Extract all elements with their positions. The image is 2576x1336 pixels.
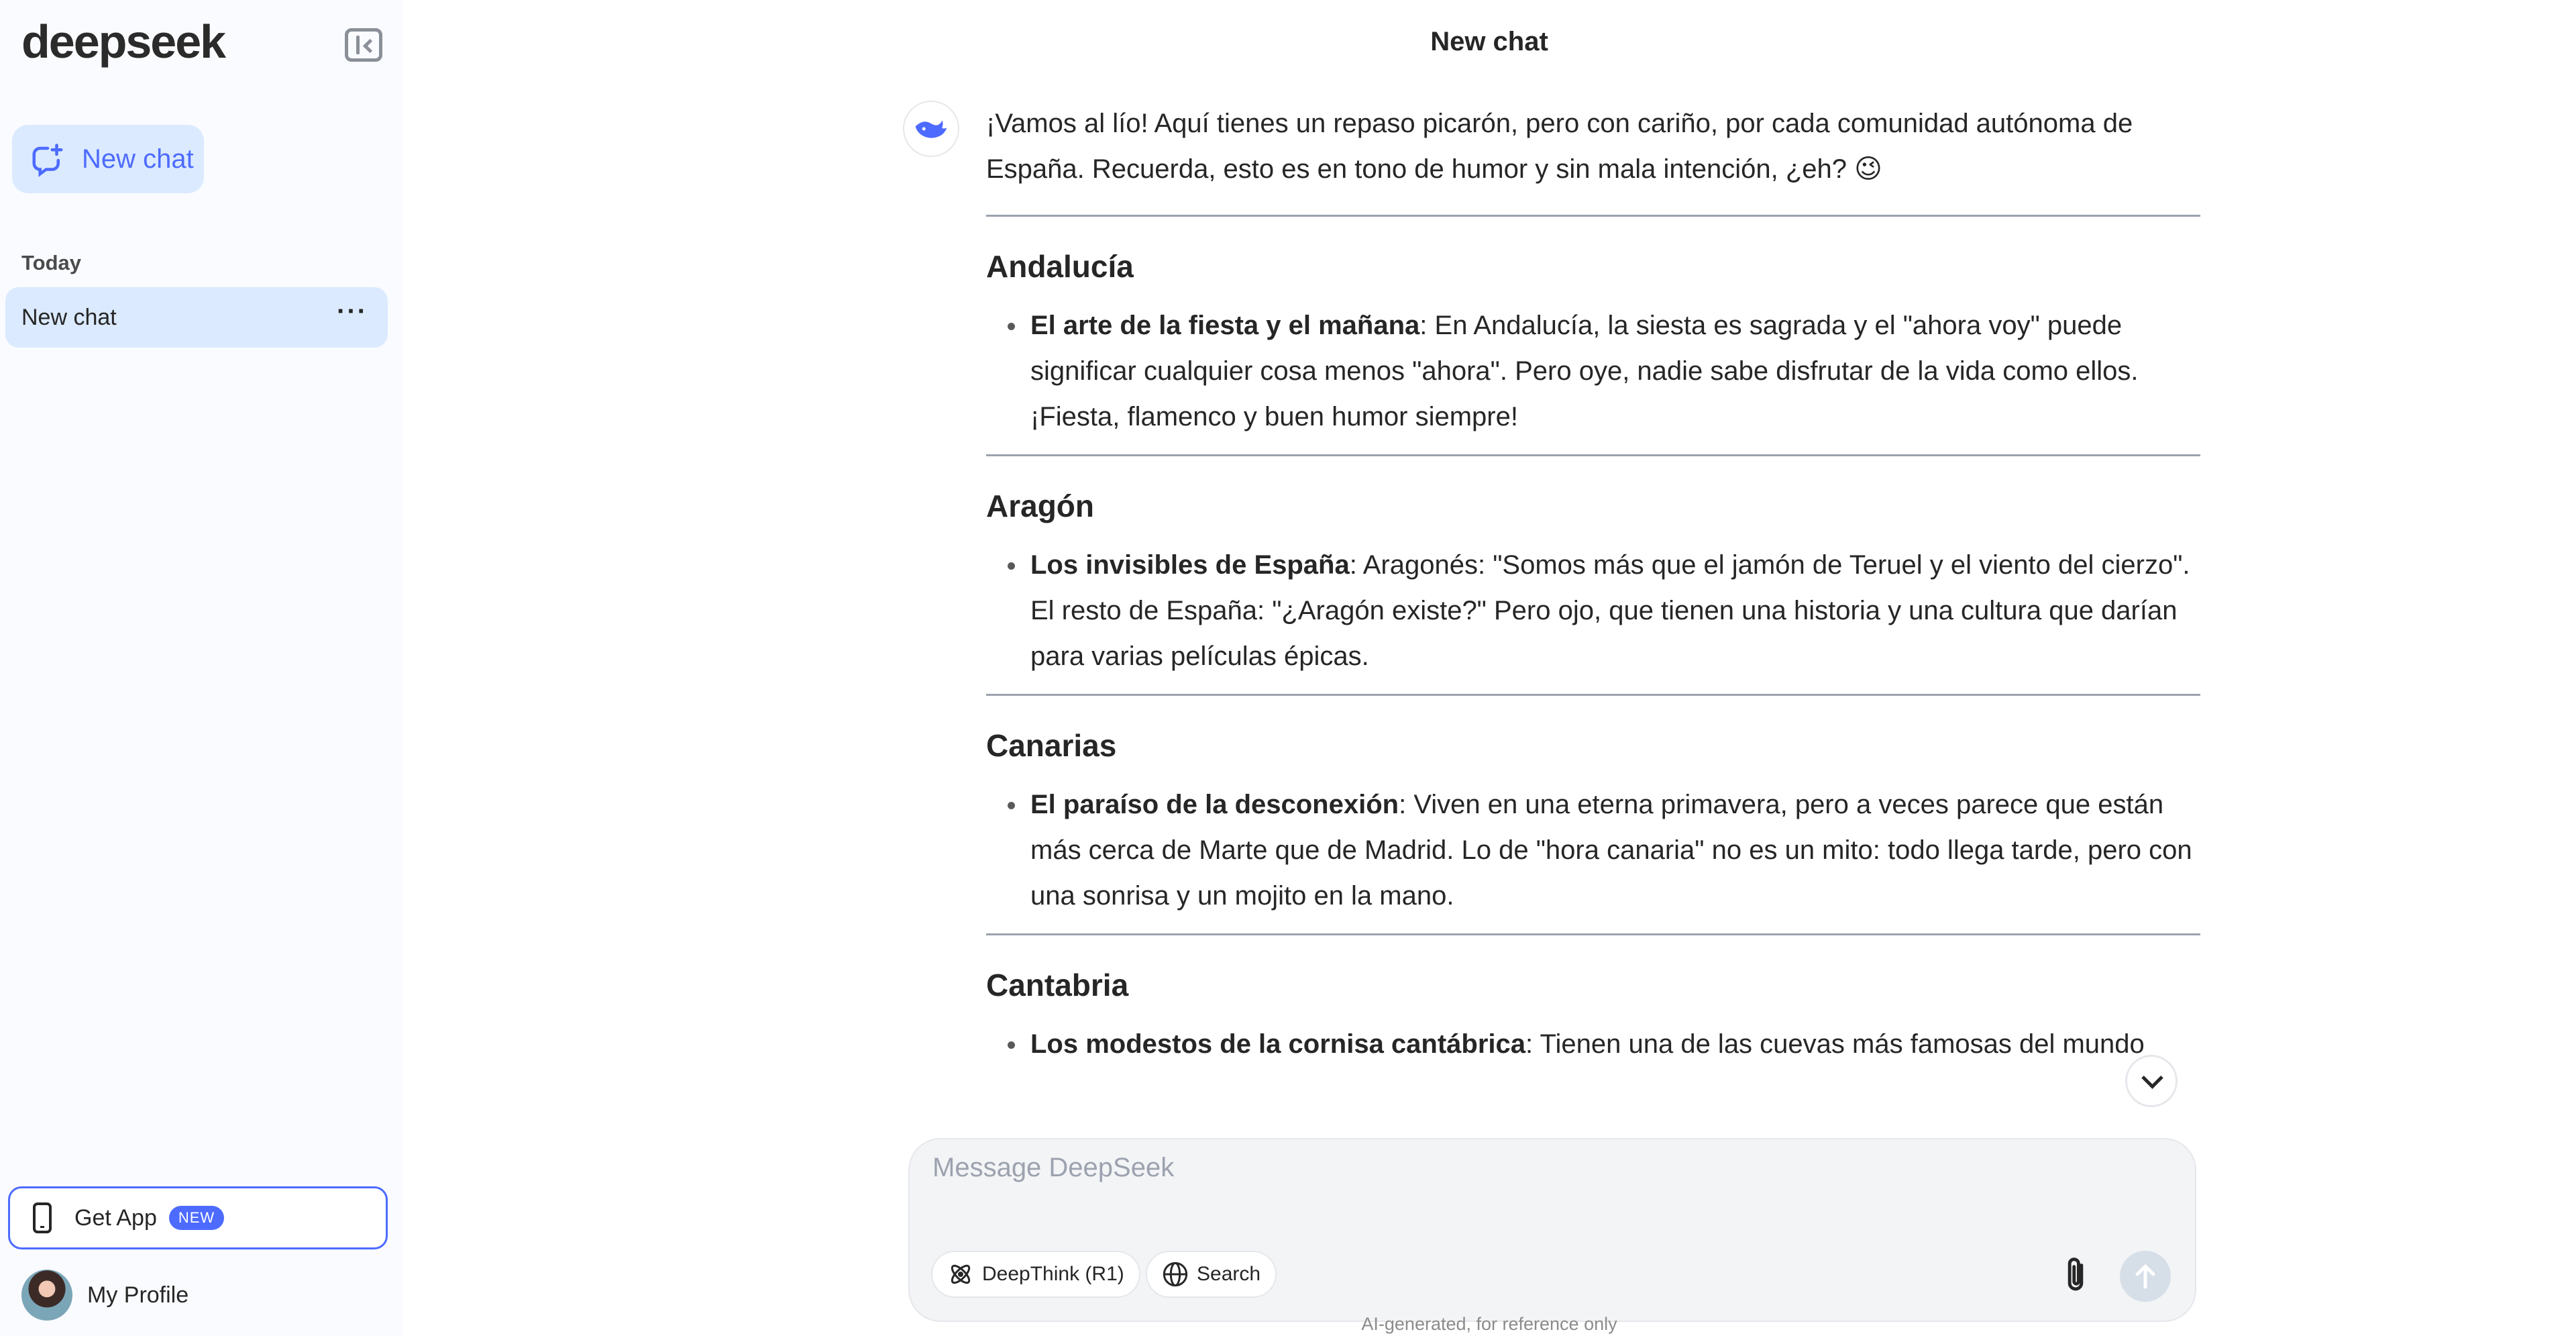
new-chat-button[interactable] xyxy=(12,125,204,193)
search-toggle-button[interactable] xyxy=(1146,1251,1277,1298)
deepthink-label: DeepThink (R1) xyxy=(982,1263,1124,1285)
bullet-list xyxy=(986,542,2200,679)
chat-item-title: New chat xyxy=(21,304,117,330)
list-item xyxy=(1030,782,2200,919)
paperclip-icon[interactable] xyxy=(2057,1255,2094,1296)
bullet-text: : En Andalucía, la siesta es sagrada y el "ahora voy" puede significar cualquier cosa menos "ahora". Pero oye, nadie sabe disfrutar de la vida como ellos. ¡Fiesta, flamenco y buen humor siempre! xyxy=(1030,311,2139,431)
bullet-bold: Los invisibles de España xyxy=(1030,550,1350,580)
bullet-text: : Aragonés: "Somos más que el jamón de Teruel y el viento del cierzo". El resto de España: "¿Aragón existe?" Pero ojo, que tienen una historia y una cultura que darían para varias películas épicas. xyxy=(1030,550,2190,671)
new-chat-icon xyxy=(30,142,66,176)
list-item xyxy=(1030,542,2200,679)
divider xyxy=(986,694,2200,696)
bullet-list xyxy=(986,782,2200,919)
section-heading: Aragón xyxy=(986,489,1094,523)
deepseek-logo[interactable]: deepseek xyxy=(21,15,225,68)
deepthink-toggle-button[interactable] xyxy=(931,1251,1140,1298)
divider xyxy=(986,454,2200,456)
list-item xyxy=(1030,303,2200,440)
more-options-icon[interactable]: ··· xyxy=(337,297,368,326)
section-label-today: Today xyxy=(21,251,81,274)
bullet-bold: El paraíso de la desconexión xyxy=(1030,790,1399,819)
get-app-button[interactable] xyxy=(8,1186,388,1249)
get-app-label: Get App xyxy=(74,1204,157,1231)
section-heading: Canarias xyxy=(986,728,1117,763)
list-item xyxy=(1030,1021,2200,1067)
new-badge: NEW xyxy=(169,1206,224,1230)
globe-icon xyxy=(1162,1261,1189,1288)
profile-label: My Profile xyxy=(87,1282,189,1308)
send-button[interactable] xyxy=(2120,1251,2171,1302)
scroll-to-bottom-chevron-down-icon[interactable] xyxy=(2125,1055,2178,1107)
message-input[interactable] xyxy=(932,1153,2167,1220)
bullet-bold: El arte de la fiesta y el mañana xyxy=(1030,311,1420,340)
divider xyxy=(986,215,2200,217)
bullet-bold: Los modestos de la cornisa cantábrica xyxy=(1030,1029,1526,1059)
collapse-sidebar-icon[interactable] xyxy=(345,28,382,62)
section-heading: Andalucía xyxy=(986,249,1134,284)
divider xyxy=(986,933,2200,935)
new-chat-label: New chat xyxy=(82,144,194,174)
bullet-list xyxy=(986,303,2200,440)
avatar xyxy=(21,1270,72,1321)
search-label: Search xyxy=(1197,1263,1261,1285)
bullet-text: : Viven en una eterna primavera, pero a veces parece que están más cerca de Marte que de Madrid. Lo de "hora canaria" no es un mito: todo llega tarde, pero con una sonrisa y un mojito en la mano. xyxy=(1030,790,2192,911)
chat-history-item[interactable] xyxy=(5,287,388,348)
ai-disclaimer: AI-generated, for reference only xyxy=(1361,1314,1617,1334)
message-intro: ¡Vamos al lío! Aquí tienes un repaso picarón, pero con cariño, por cada comunidad autónoma de España. Recuerda, esto es en tono de humor y sin mala intención, ¿eh? 😉 xyxy=(986,109,2133,184)
deepseek-whale-icon xyxy=(903,101,959,157)
message-composer xyxy=(908,1138,2196,1322)
bullet-text: : Tienen una de las cuevas más famosas del mundo xyxy=(1525,1029,2145,1059)
section-heading: Cantabria xyxy=(986,968,1129,1003)
sidebar xyxy=(0,0,402,1336)
atom-icon xyxy=(947,1261,974,1288)
my-profile-button[interactable] xyxy=(21,1270,189,1321)
bullet-list xyxy=(986,1021,2200,1067)
assistant-message xyxy=(986,101,2200,1127)
phone-icon xyxy=(33,1202,52,1233)
page-title: New chat xyxy=(1430,27,1548,56)
arrow-up-icon xyxy=(2120,1251,2171,1302)
